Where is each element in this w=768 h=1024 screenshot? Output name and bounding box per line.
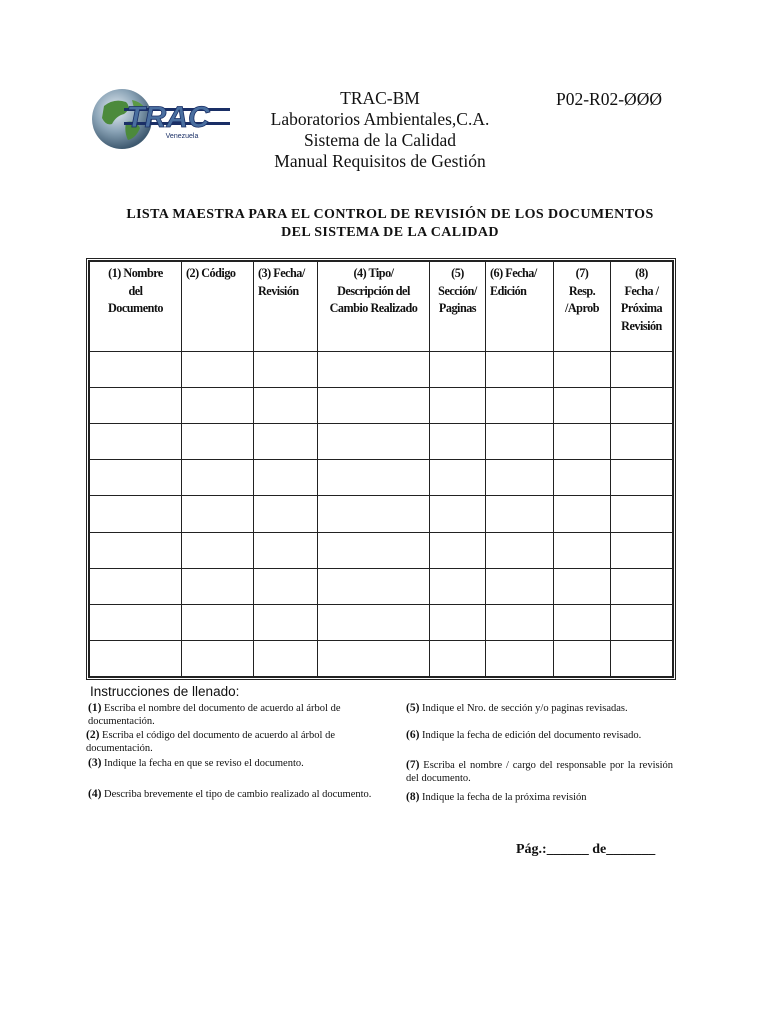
table-cell[interactable] [430, 352, 486, 388]
table-cell[interactable] [90, 460, 182, 496]
instruction-text: Escriba el código del documento de acuerdo al árbol de documentación. [86, 730, 335, 754]
table-cell[interactable] [554, 496, 611, 532]
column-header-7 [554, 262, 611, 352]
column-header-line: del [128, 283, 143, 298]
table-cell[interactable] [254, 424, 318, 460]
table-body [90, 352, 673, 677]
column-header-line: (7) [575, 266, 589, 280]
column-header-1 [90, 262, 182, 352]
trac-logo [88, 86, 236, 152]
instruction-text: Describa brevemente el tipo de cambio realizado al documento. [104, 789, 372, 800]
table-cell[interactable] [254, 640, 318, 676]
column-header-2 [182, 262, 254, 352]
table-cell[interactable] [554, 424, 611, 460]
table-cell[interactable] [486, 388, 554, 424]
column-header-line: Edición [490, 283, 527, 298]
table-cell[interactable] [318, 460, 430, 496]
instructions-title: Instrucciones de llenado: [90, 684, 240, 699]
table-cell[interactable] [554, 352, 611, 388]
table-cell[interactable] [554, 604, 611, 640]
instruction-6 [406, 729, 676, 742]
table-cell[interactable] [554, 460, 611, 496]
column-header-line: Revisión [258, 283, 299, 298]
table-cell[interactable] [254, 496, 318, 532]
column-header-line: Descripción del [337, 283, 410, 298]
table-header-row [90, 262, 673, 352]
instruction-3 [88, 757, 388, 770]
table-row [90, 604, 673, 640]
column-header-line: (3) Fecha/ [258, 266, 305, 280]
table-row [90, 640, 673, 676]
instruction-text: Escriba el nombre / cargo del responsable por la revisión del documento. [406, 760, 673, 784]
table-cell[interactable] [486, 424, 554, 460]
instruction-1 [88, 702, 368, 728]
column-header-line: /Aprob [564, 301, 600, 315]
instruction-5 [406, 702, 676, 715]
table-cell[interactable] [486, 496, 554, 532]
column-header-line: (1) Nombre [108, 266, 163, 280]
table-cell[interactable] [430, 460, 486, 496]
table-cell[interactable] [611, 424, 673, 460]
table-cell[interactable] [90, 640, 182, 676]
table-cell[interactable] [182, 640, 254, 676]
instruction-2 [86, 729, 368, 755]
instruction-text: Indique la fecha en que se reviso el documento. [104, 758, 304, 769]
column-header-line: (4) Tipo/ [353, 266, 394, 280]
column-header-5 [430, 262, 486, 352]
table-cell[interactable] [554, 532, 611, 568]
table-cell[interactable] [611, 496, 673, 532]
table-cell[interactable] [318, 352, 430, 388]
column-header-line: Próxima [620, 301, 663, 315]
table-cell[interactable] [554, 388, 611, 424]
instruction-4 [88, 788, 398, 801]
table-row [90, 460, 673, 496]
instruction-number: (2) [86, 729, 100, 741]
table-cell[interactable] [430, 568, 486, 604]
column-header-line: Resp. [568, 283, 596, 298]
svg-text:Venezuela: Venezuela [165, 133, 199, 140]
table-row [90, 424, 673, 460]
table-cell[interactable] [182, 532, 254, 568]
master-list-table [86, 258, 676, 680]
instruction-text: Escriba el nombre del documento de acuerdo al árbol de documentación. [88, 703, 341, 727]
table-cell[interactable] [430, 388, 486, 424]
manual-name: Manual Requisitos de Gestión [274, 151, 486, 171]
column-header-line: Fecha / [624, 283, 659, 298]
instruction-number: (8) [406, 791, 420, 803]
column-header-3 [254, 262, 318, 352]
column-header-line: (8) [635, 266, 648, 280]
form-title [80, 206, 700, 242]
table-cell[interactable] [90, 388, 182, 424]
instruction-7 [406, 759, 673, 785]
company-name: Laboratorios Ambientales,C.A. [270, 109, 490, 129]
quality-system: Sistema de la Calidad [303, 130, 457, 150]
table-row [90, 568, 673, 604]
table-cell[interactable] [254, 604, 318, 640]
table-cell[interactable] [430, 424, 486, 460]
table-cell[interactable] [486, 604, 554, 640]
column-header-line: Paginas [438, 301, 477, 315]
table-cell[interactable] [611, 532, 673, 568]
form-title-line1: LISTA MAESTRA PARA EL CONTROL DE REVISIÓN DE LOS DOCUMENTOS [126, 207, 654, 222]
document-code: P02-R02-ØØØ [556, 89, 662, 109]
instruction-number: (3) [88, 757, 102, 769]
column-header-line: (6) Fecha/ [490, 266, 537, 280]
table-cell[interactable] [90, 604, 182, 640]
table-cell[interactable] [554, 568, 611, 604]
instruction-number: (4) [88, 788, 102, 800]
table-row [90, 388, 673, 424]
table-cell[interactable] [486, 460, 554, 496]
table-cell[interactable] [90, 496, 182, 532]
instruction-number: (1) [88, 702, 102, 714]
instruction-text: Indique la fecha de edición del documento revisado. [422, 730, 642, 741]
instruction-number: (5) [406, 702, 420, 714]
column-header-line: (5) [451, 266, 464, 280]
table-cell[interactable] [254, 460, 318, 496]
table-cell[interactable] [611, 640, 673, 676]
form-title-line2: DEL SISTEMA DE LA CALIDAD [281, 225, 499, 240]
table-cell[interactable] [254, 352, 318, 388]
table-cell[interactable] [182, 424, 254, 460]
instruction-text: Indique la fecha de la próxima revisión [422, 792, 587, 803]
globe-logo-icon [88, 86, 236, 152]
table-cell[interactable] [90, 424, 182, 460]
table-cell[interactable] [254, 532, 318, 568]
column-header-line: Documento [107, 301, 164, 315]
table-cell[interactable] [182, 604, 254, 640]
table-cell[interactable] [430, 604, 486, 640]
table-cell[interactable] [254, 388, 318, 424]
table-cell[interactable] [318, 496, 430, 532]
table-cell[interactable] [611, 388, 673, 424]
table-cell[interactable] [318, 640, 430, 676]
table-row [90, 496, 673, 532]
table-cell[interactable] [430, 496, 486, 532]
table-cell[interactable] [182, 352, 254, 388]
column-header-line: Revisión [621, 318, 662, 333]
table-cell[interactable] [318, 388, 430, 424]
instruction-number: (6) [406, 729, 420, 741]
table-cell[interactable] [318, 568, 430, 604]
table-cell[interactable] [182, 460, 254, 496]
table-cell[interactable] [611, 460, 673, 496]
svg-text:TRAC: TRAC [126, 101, 210, 134]
column-header-line: Cambio Realizado [329, 301, 418, 315]
table-cell[interactable] [182, 496, 254, 532]
table-cell[interactable] [90, 352, 182, 388]
table-cell[interactable] [611, 604, 673, 640]
table-cell[interactable] [90, 532, 182, 568]
table-cell[interactable] [554, 640, 611, 676]
table-cell[interactable] [486, 640, 554, 676]
table-cell[interactable] [182, 568, 254, 604]
table-cell[interactable] [318, 424, 430, 460]
table-cell[interactable] [486, 568, 554, 604]
instruction-number: (7) [406, 759, 420, 771]
table-cell[interactable] [611, 568, 673, 604]
table-cell[interactable] [318, 532, 430, 568]
table-cell[interactable] [182, 388, 254, 424]
table-cell[interactable] [90, 568, 182, 604]
column-header-4 [318, 262, 430, 352]
table-cell[interactable] [611, 352, 673, 388]
table-cell[interactable] [254, 568, 318, 604]
table-row [90, 352, 673, 388]
column-header-6 [486, 262, 554, 352]
instruction-8 [406, 791, 676, 804]
table-cell[interactable] [318, 604, 430, 640]
instruction-text: Indique el Nro. de sección y/o paginas revisadas. [422, 703, 628, 714]
page-number-field: Pág.:______ de_______ [516, 842, 656, 857]
table-cell[interactable] [430, 640, 486, 676]
company-short: TRAC-BM [340, 88, 420, 108]
table-cell[interactable] [486, 352, 554, 388]
column-header-line: (2) Código [186, 266, 236, 280]
table-row [90, 532, 673, 568]
table-cell[interactable] [430, 532, 486, 568]
table-cell[interactable] [486, 532, 554, 568]
column-header-8 [611, 262, 673, 352]
column-header-line: Sección/ [438, 283, 477, 298]
